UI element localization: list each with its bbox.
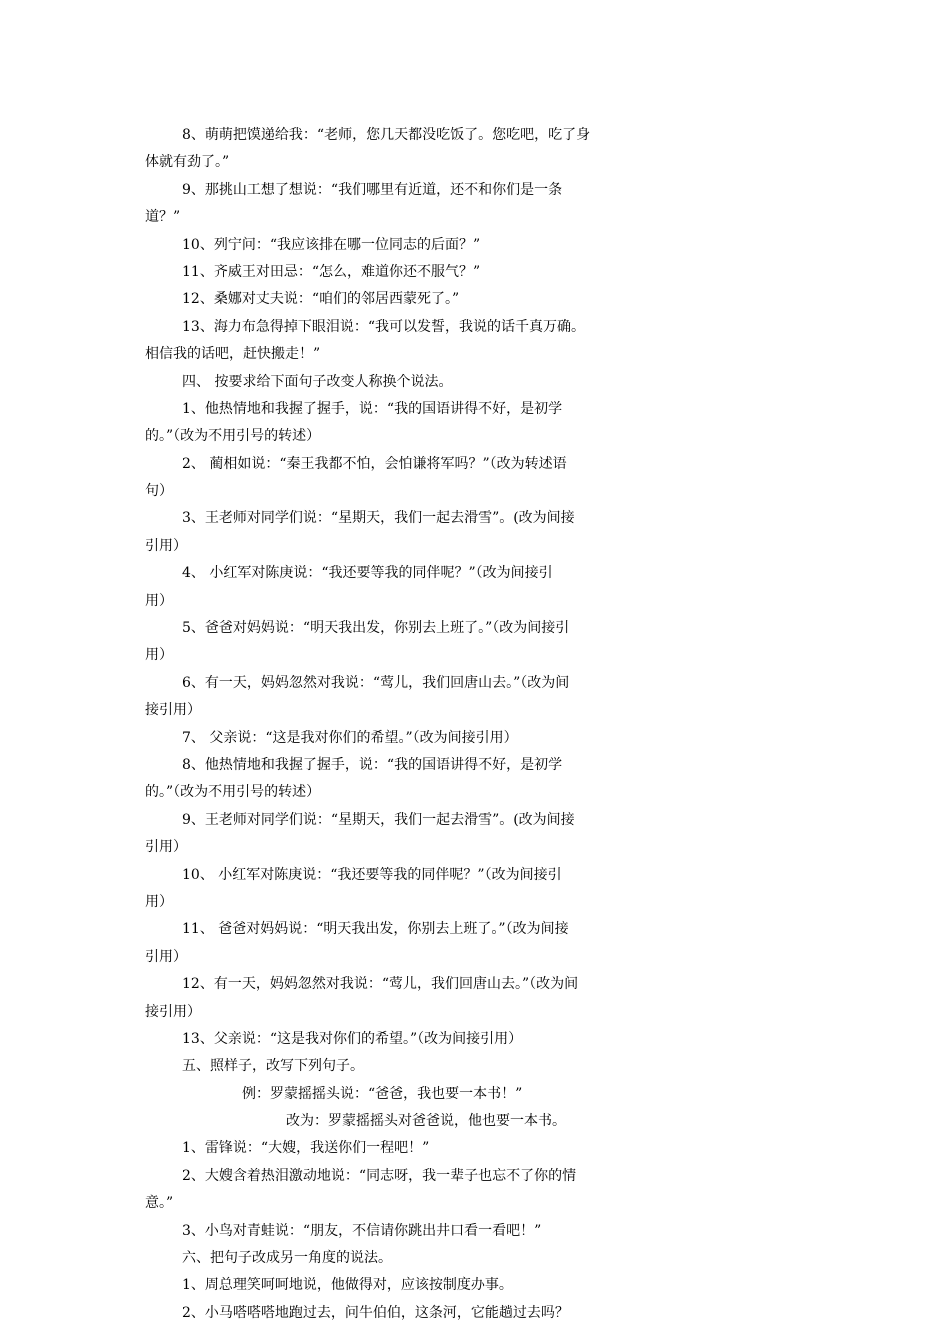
text-line: 12、有一天，妈妈忽然对我说：“莺儿，我们回唐山去。”（改为间 — [182, 976, 579, 993]
text-line: 体就有劲了。” — [145, 154, 230, 171]
text-line: 11、 爸爸对妈妈说：“明天我出发，你别去上班了。”（改为间接 — [182, 921, 569, 938]
text-line: 11、齐威王对田忌：“怎么，难道你还不服气？” — [182, 263, 481, 280]
text-line: 道？” — [145, 209, 181, 226]
text-line: 1、他热情地和我握了握手，说：“我的国语讲得不好，是初学 — [182, 400, 563, 417]
text-line: 四、 按要求给下面句子改变人称换个说法。 — [182, 373, 453, 390]
text-line: 2、小马嗒嗒嗒地跑过去，问牛伯伯，这条河，它能趟过去吗？ — [182, 1304, 569, 1321]
text-line: 接引用） — [145, 702, 201, 719]
text-line: 相信我的话吧，赶快搬走！” — [145, 346, 321, 363]
text-line: 1、周总理笑呵呵地说，他做得对，应该按制度办事。 — [182, 1277, 513, 1294]
text-line: 13、父亲说：“这是我对你们的希望。”（改为间接引用） — [182, 1030, 523, 1047]
text-line: 2、 蔺相如说：“秦王我都不怕，会怕谦将军吗？”（改为转述语 — [182, 455, 567, 472]
text-line: 引用） — [145, 948, 187, 965]
text-line: 六、把句子改成另一角度的说法。 — [182, 1250, 392, 1267]
text-line: 6、有一天，妈妈忽然对我说：“莺儿，我们回唐山去。”（改为间 — [182, 674, 570, 691]
text-line: 1、雷锋说：“大嫂，我送你们一程吧！” — [182, 1140, 430, 1157]
document-body — [0, 122, 950, 1327]
text-line: 用） — [145, 647, 173, 664]
text-line: 接引用） — [145, 1003, 201, 1020]
text-line: 9、王老师对同学们说：“星期天，我们一起去滑雪”。(改为间接 — [182, 811, 575, 828]
text-line: 引用） — [145, 537, 187, 554]
text-line: 10、 小红军对陈庚说：“我还要等我的同伴呢？”（改为间接引 — [182, 866, 562, 883]
text-line: 用） — [145, 893, 173, 910]
text-line: 10、列宁问：“我应该排在哪一位同志的后面？” — [182, 236, 481, 253]
text-line: 意。” — [145, 1195, 174, 1212]
text-line: 例：罗蒙摇摇头说：“爸爸，我也要一本书！” — [242, 1085, 523, 1102]
text-line: 13、海力布急得掉下眼泪说：“我可以发誓，我说的话千真万确。 — [182, 318, 585, 335]
text-line: 2、大嫂含着热泪激动地说：“同志呀，我一辈子也忘不了你的情 — [182, 1167, 577, 1184]
text-line: 4、 小红军对陈庚说：“我还要等我的同伴呢？”（改为间接引 — [182, 565, 553, 582]
text-line: 的。”（改为不用引号的转述） — [145, 784, 321, 801]
text-line: 7、 父亲说：“这是我对你们的希望。”（改为间接引用） — [182, 729, 518, 746]
text-line: 改为：罗蒙摇摇头对爸爸说，他也要一本书。 — [286, 1113, 566, 1130]
text-line: 3、小鸟对青蛙说：“朋友，不信请你跳出井口看一看吧！” — [182, 1222, 542, 1239]
text-line: 8、萌萌把馍递给我：“老师，您几天都没吃饭了。您吃吧，吃了身 — [182, 127, 591, 143]
text-line: 8、他热情地和我握了握手，说：“我的国语讲得不好，是初学 — [182, 756, 563, 773]
text-line: 引用） — [145, 839, 187, 856]
text-line: 句） — [145, 483, 173, 500]
text-line: 五、照样子，改写下列句子。 — [182, 1058, 364, 1075]
text-line: 5、爸爸对妈妈说：“明天我出发，你别去上班了。”（改为间接引 — [182, 620, 570, 637]
text-line: 9、那挑山工想了想说：“我们哪里有近道，还不和你们是一条 — [182, 181, 563, 198]
text-line: 3、王老师对同学们说：“星期天，我们一起去滑雪”。(改为间接 — [182, 510, 575, 527]
text-line: 用） — [145, 592, 173, 609]
text-line: 的。”（改为不用引号的转述） — [145, 428, 321, 445]
text-line: 12、桑娜对丈夫说：“咱们的邻居西蒙死了。” — [182, 291, 460, 308]
